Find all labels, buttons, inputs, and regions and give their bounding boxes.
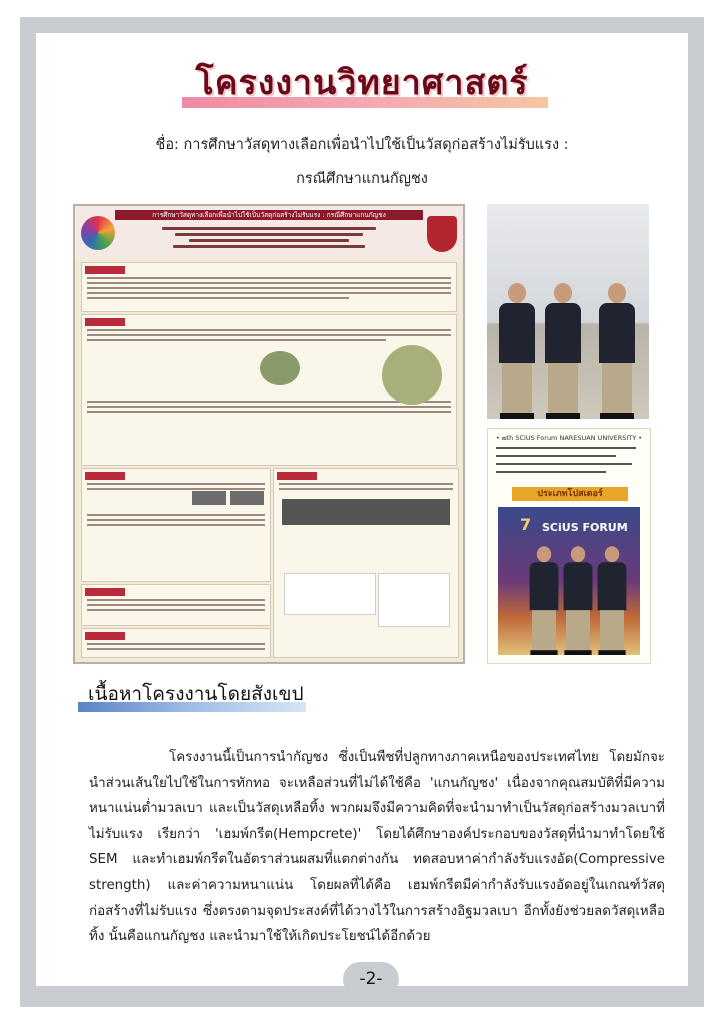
poster-section-abstract (81, 262, 457, 312)
forum-number: 7 (520, 515, 532, 534)
title-container (36, 55, 688, 109)
student-figure (499, 283, 535, 419)
award-stage-photo (498, 507, 640, 655)
student-figure (545, 283, 581, 419)
poster-section-conclusion (81, 584, 271, 626)
poster-banner: การศึกษาวัสดุทางเลือกเพื่อนำไปใช้เป็นวัสดุก่อสร้างไม่รับแรง : กรณีศึกษาแกนกัญชง (115, 210, 423, 220)
project-name (76, 128, 648, 196)
award-certificate (487, 428, 651, 664)
page-number: -2- (343, 962, 399, 996)
project-name-line-2: กรณีศึกษาแกนกัญชง (296, 171, 428, 187)
poster-header (75, 206, 463, 258)
poster-section-background (81, 314, 457, 466)
certificate-event: • ๗th SCiUS Forum NARESUAN UNIVERSITY • (495, 434, 643, 442)
project-name-line-1: ชื่อ: การศึกษาวัสดุทางเลือกเพื่อนำไปใช้เป็นวัสดุก่อสร้างไม่รับแรง : (155, 137, 569, 153)
page-sheet (36, 33, 688, 989)
school-logo-icon (81, 216, 115, 250)
student-figure (530, 546, 559, 655)
student-figure (599, 283, 635, 419)
summary-heading: เนื้อหาโครงงานโดยสังเขป (88, 683, 304, 705)
certificate-category: ประเภทโปสเตอร์ (512, 487, 628, 501)
summary-paragraph: โครงงานนี้เป็นการนำกัญชง ซึ่งเป็นพืชที่ปลูกทางภาคเหนือของประเทศไทย โดยมักจะนำส่วนเส้นใยไปใช้ในการทักทอ จะเหลือส่วนที่ไม่ได้ใช้คือ 'แกนกัญชง' เนื่องจากคุณสมบัติที่มีความหนาแน่นต่ำมวลเบา และเป็นวัสดุเหลือทิ้ง พวกผมจึงมีความคิดที่จะนำมาทำเป็นวัสดุก่อสร้างมวลเบาที่ไม่รับแรง เรียกว่า 'เฮมพ์กรีต(Hempcrete)' โดยได้ศึกษาองค์ประกอบของวัสดุที่นำมาทำโดยใช้ SEM และทำเฮมพ์กรีตในอัตราส่วนผสมที่แตกต่างกัน ทดสอบหาค่ากำลังรับแรงอัด(Compressive strength) และค่าความหนาแน่น โดยผลที่ได้คือ เฮมพ์กรีตมีค่ากำลังรับแรงอัดอยู่ในเกณฑ์วัสดุก่อสร้างที่ไม่รับแรง ซึ่งตรงตามจุดประสงค์ที่ได้วางไว้ในการสร้างอิฐมวลเบา อีกทั้งยังช่วยลดวัสดุเหลือทิ้ง นั้นคือแกนกัญชง และนำมาใช้ให้เกิดประโยชน์ได้อีกด้วย (89, 750, 665, 945)
poster-section-references (81, 628, 271, 658)
student-figure (564, 546, 593, 655)
university-logo-icon (427, 216, 457, 252)
poster-author-lines (135, 224, 403, 251)
student-figure (598, 546, 627, 655)
students-photo (487, 204, 649, 419)
poster-image (73, 204, 465, 664)
poster-section-results (273, 468, 459, 658)
poster-section-method (81, 468, 271, 582)
page-title: โครงงานวิทยาศาสตร์ (195, 63, 529, 103)
summary-body (89, 745, 665, 950)
forum-name: SCiUS FORUM (542, 521, 628, 534)
